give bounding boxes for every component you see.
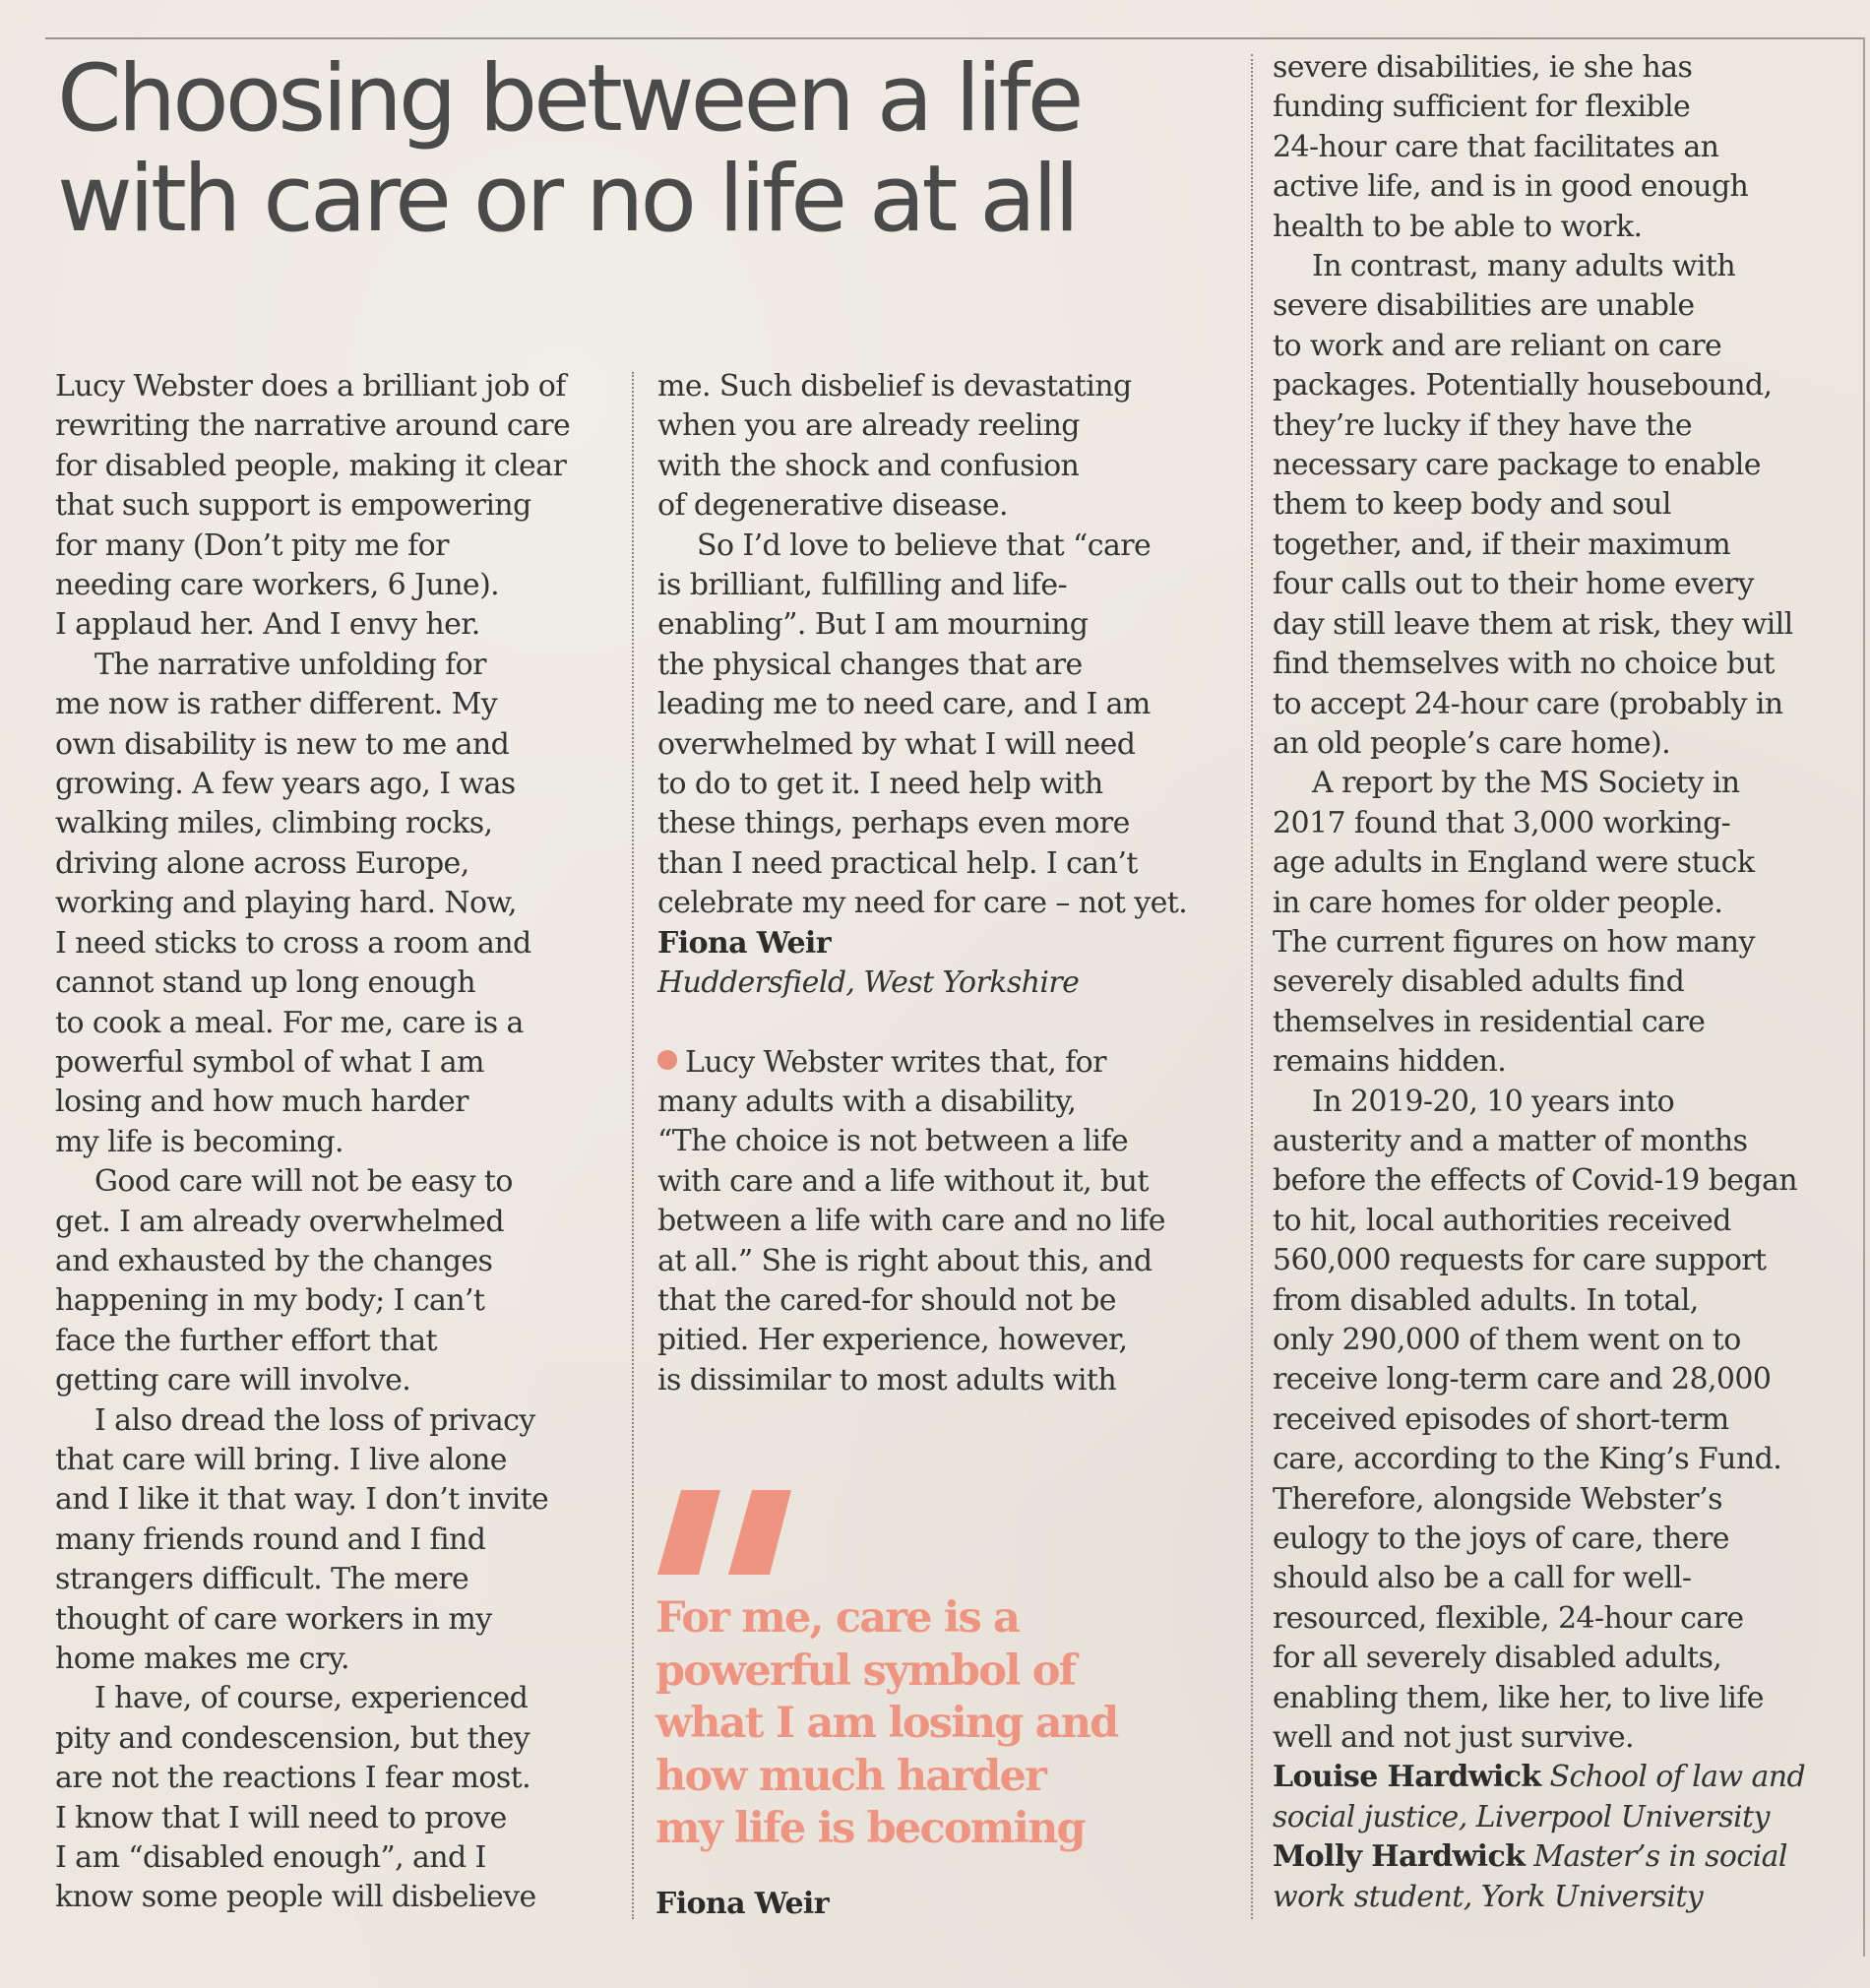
text-line: is dissimilar to most adults with bbox=[657, 1362, 1117, 1398]
pull-quote-line: my life is becoming bbox=[655, 1804, 1085, 1853]
text-line: that care will bring. I live alone bbox=[55, 1442, 507, 1477]
top-rule bbox=[45, 37, 1864, 39]
text-line: is brilliant, fulfilling and life- bbox=[657, 568, 1068, 603]
text-line: my life is becoming. bbox=[55, 1124, 343, 1159]
text-line: cannot stand up long enough bbox=[55, 965, 475, 1001]
signature-affiliation: social justice, Liverpool University bbox=[1273, 1799, 1770, 1834]
headline-line-2: with care or no life at all bbox=[57, 146, 1077, 253]
text-line-content: Lucy Webster writes that, for bbox=[685, 1044, 1106, 1080]
text-line: with the shock and confusion bbox=[657, 448, 1080, 483]
text-line: leading me to need care, and I am bbox=[657, 687, 1151, 722]
text-line: I know that I will need to prove bbox=[55, 1800, 507, 1835]
text-line: than I need practical help. I can’t bbox=[657, 845, 1138, 881]
signature-affiliation: Master’s in social bbox=[1533, 1839, 1787, 1875]
pull-quote-credit: Fiona Weir bbox=[655, 1887, 829, 1921]
text-line: own disability is new to me and bbox=[55, 726, 510, 762]
text-line: and I like it that way. I don’t invite bbox=[55, 1482, 549, 1518]
text-line: enabling”. But I am mourning bbox=[657, 607, 1089, 643]
text-line: know some people will disbelieve bbox=[55, 1880, 536, 1915]
letter-column-2 bbox=[657, 367, 1248, 1400]
text-line: packages. Potentially housebound, bbox=[1273, 368, 1773, 404]
text-line: when you are already reeling bbox=[657, 408, 1080, 444]
text-line: day still leave them at risk, they will bbox=[1273, 606, 1793, 642]
text-line: receive long-term care and 28,000 bbox=[1273, 1362, 1772, 1398]
text-line: I applaud her. And I envy her. bbox=[55, 607, 480, 643]
text-line: for many (Don’t pity me for bbox=[55, 528, 449, 563]
text-line: austerity and a matter of months bbox=[1273, 1123, 1748, 1158]
text-line: that the cared-for should not be bbox=[657, 1282, 1116, 1318]
text-line: So I’d love to believe that “care bbox=[697, 528, 1152, 563]
text-line: age adults in England were stuck bbox=[1273, 845, 1755, 881]
text-line: In contrast, many adults with bbox=[1312, 249, 1736, 284]
text-line: 2017 found that 3,000 working- bbox=[1273, 805, 1731, 840]
text-line: rewriting the narrative around care bbox=[55, 408, 571, 444]
signature-name: Molly Hardwick bbox=[1273, 1839, 1526, 1875]
column-divider-1 bbox=[632, 372, 634, 1919]
text-line: growing. A few years ago, I was bbox=[55, 767, 516, 802]
text-line: received episodes of short-term bbox=[1273, 1401, 1729, 1437]
text-line: I have, of course, experienced bbox=[94, 1681, 529, 1716]
text-line: walking miles, climbing rocks, bbox=[55, 806, 493, 841]
signature-line-1 bbox=[1273, 1758, 1858, 1797]
letter-column-1 bbox=[55, 367, 626, 1918]
text-line: me now is rather different. My bbox=[55, 687, 498, 722]
letter-column-3 bbox=[1273, 48, 1858, 1917]
text-line: together, and, if their maximum bbox=[1273, 527, 1731, 562]
text-line: 24-hour care that facilitates an bbox=[1273, 129, 1719, 164]
text-line: strangers difficult. The mere bbox=[55, 1562, 469, 1597]
text-line: with care and a life without it, but bbox=[657, 1163, 1149, 1199]
text-line: enabling them, like her, to live life bbox=[1273, 1680, 1764, 1715]
letter-spacer bbox=[657, 1004, 1248, 1043]
text-line: funding sufficient for flexible bbox=[1273, 90, 1691, 125]
text-line: only 290,000 of them went on to bbox=[1273, 1323, 1741, 1357]
text-line: that such support is empowering bbox=[55, 488, 531, 524]
text-line: eulogy to the joys of care, there bbox=[1273, 1522, 1729, 1557]
text-line: to cook a meal. For me, care is a bbox=[55, 1005, 524, 1040]
text-line: happening in my body; I can’t bbox=[55, 1283, 485, 1319]
text-line: care, according to the King’s Fund. bbox=[1273, 1442, 1782, 1477]
signature-name: Fiona Weir bbox=[657, 925, 831, 961]
text-line: Good care will not be easy to bbox=[94, 1164, 513, 1200]
text-line: face the further effort that bbox=[55, 1323, 437, 1358]
text-line: for disabled people, making it clear bbox=[55, 448, 567, 483]
right-edge-rule bbox=[1863, 37, 1865, 1957]
text-line: overwhelmed by what I will need bbox=[657, 726, 1136, 762]
text-line: The narrative unfolding for bbox=[94, 647, 486, 682]
text-line: to do to get it. I need help with bbox=[657, 767, 1103, 802]
pull-quote-line: powerful symbol of bbox=[655, 1646, 1076, 1696]
text-line: find themselves with no choice but bbox=[1273, 647, 1775, 682]
headline-line-1: Choosing between a life bbox=[57, 45, 1081, 153]
text-line: driving alone across Europe, bbox=[55, 845, 469, 881]
text-line: the physical changes that are bbox=[657, 647, 1083, 682]
text-line: many friends round and I find bbox=[55, 1522, 486, 1557]
text-line: I need sticks to cross a room and bbox=[55, 925, 531, 961]
text-line: between a life with care and no life bbox=[657, 1204, 1165, 1239]
text-line: In 2019-20, 10 years into bbox=[1312, 1084, 1675, 1119]
text-line: to work and are reliant on care bbox=[1273, 328, 1722, 363]
text-line: The current figures on how many bbox=[1273, 924, 1755, 960]
text-line: I am “disabled enough”, and I bbox=[55, 1840, 486, 1876]
text-line: health to be able to work. bbox=[1273, 209, 1643, 244]
text-line: losing and how much harder bbox=[55, 1085, 468, 1120]
text-line: for all severely disabled adults, bbox=[1273, 1641, 1722, 1676]
text-line: getting care will involve. bbox=[55, 1363, 411, 1398]
column-divider-2 bbox=[1251, 54, 1253, 1919]
pull-quote-line: how much harder bbox=[655, 1751, 1045, 1801]
text-line: remains hidden. bbox=[1273, 1044, 1507, 1080]
text-line: home makes me cry. bbox=[55, 1642, 349, 1676]
text-line: at all.” She is right about this, and bbox=[657, 1243, 1153, 1278]
text-line: severe disabilities are unable bbox=[1273, 288, 1695, 324]
text-line: get. I am already overwhelmed bbox=[55, 1204, 504, 1239]
signature-name: Louise Hardwick bbox=[1273, 1760, 1541, 1795]
text-line: in care homes for older people. bbox=[1273, 885, 1723, 920]
text-line: well and not just survive. bbox=[1273, 1720, 1634, 1756]
text-line: pity and condescension, but they bbox=[55, 1720, 530, 1756]
text-line: thought of care workers in my bbox=[55, 1601, 492, 1637]
text-line: necessary care package to enable bbox=[1273, 448, 1761, 483]
text-line: I also dread the loss of privacy bbox=[94, 1402, 535, 1438]
text-line: Lucy Webster does a brilliant job of bbox=[55, 369, 566, 404]
text-line: needing care workers, 6 June). bbox=[55, 568, 500, 603]
text-line: before the effects of Covid-19 began bbox=[1273, 1163, 1798, 1199]
text-line: me. Such disbelief is devastating bbox=[657, 369, 1132, 404]
text-line: are not the reactions I fear most. bbox=[55, 1761, 531, 1796]
text-line: four calls out to their home every bbox=[1273, 567, 1754, 602]
text-line: an old people’s care home). bbox=[1273, 725, 1671, 761]
text-line: active life, and is in good enough bbox=[1273, 169, 1749, 205]
pull-quote-line: For me, care is a bbox=[655, 1593, 1020, 1643]
text-line: to hit, local authorities received bbox=[1273, 1203, 1731, 1238]
bullet-icon bbox=[657, 1050, 677, 1070]
pull-quote-line: what I am losing and bbox=[655, 1699, 1118, 1748]
signature-affiliation: School of law and bbox=[1549, 1760, 1806, 1795]
text-line: themselves in residential care bbox=[1273, 1004, 1706, 1039]
text-line: A report by the MS Society in bbox=[1312, 766, 1740, 801]
signature-line-2 bbox=[1273, 1837, 1858, 1877]
text-line: celebrate my need for care – not yet. bbox=[657, 886, 1188, 921]
quote-mark-icon bbox=[652, 1484, 799, 1578]
text-line: resourced, flexible, 24-hour care bbox=[1273, 1600, 1744, 1636]
text-line: “The choice is not between a life bbox=[657, 1124, 1129, 1159]
text-line: them to keep body and soul bbox=[1273, 487, 1671, 523]
text-line: these things, perhaps even more bbox=[657, 806, 1130, 841]
text-line: 560,000 requests for care support bbox=[1273, 1243, 1767, 1278]
text-line: many adults with a disability, bbox=[657, 1084, 1077, 1119]
text-line: should also be a call for well- bbox=[1273, 1561, 1692, 1596]
text-line: Therefore, alongside Webster’s bbox=[1273, 1481, 1722, 1517]
pull-quote bbox=[655, 1592, 1207, 1856]
text-line bbox=[657, 1043, 1248, 1083]
signature-place: Huddersfield, West Yorkshire bbox=[657, 965, 1080, 1001]
text-line: working and playing hard. Now, bbox=[55, 886, 517, 921]
text-line: of degenerative disease. bbox=[657, 488, 1008, 524]
text-line: pitied. Her experience, however, bbox=[657, 1323, 1128, 1358]
text-line: and exhausted by the changes bbox=[55, 1243, 493, 1278]
signature-affiliation: work student, York University bbox=[1273, 1879, 1704, 1914]
text-line: to accept 24-hour care (probably in bbox=[1273, 686, 1783, 721]
text-line: powerful symbol of what I am bbox=[55, 1044, 484, 1080]
text-line: severely disabled adults find bbox=[1273, 964, 1685, 1000]
text-line: severe disabilities, ie she has bbox=[1273, 50, 1693, 85]
text-line: they’re lucky if they have the bbox=[1273, 407, 1693, 443]
text-line: from disabled adults. In total, bbox=[1273, 1282, 1699, 1318]
headline bbox=[57, 45, 1238, 253]
